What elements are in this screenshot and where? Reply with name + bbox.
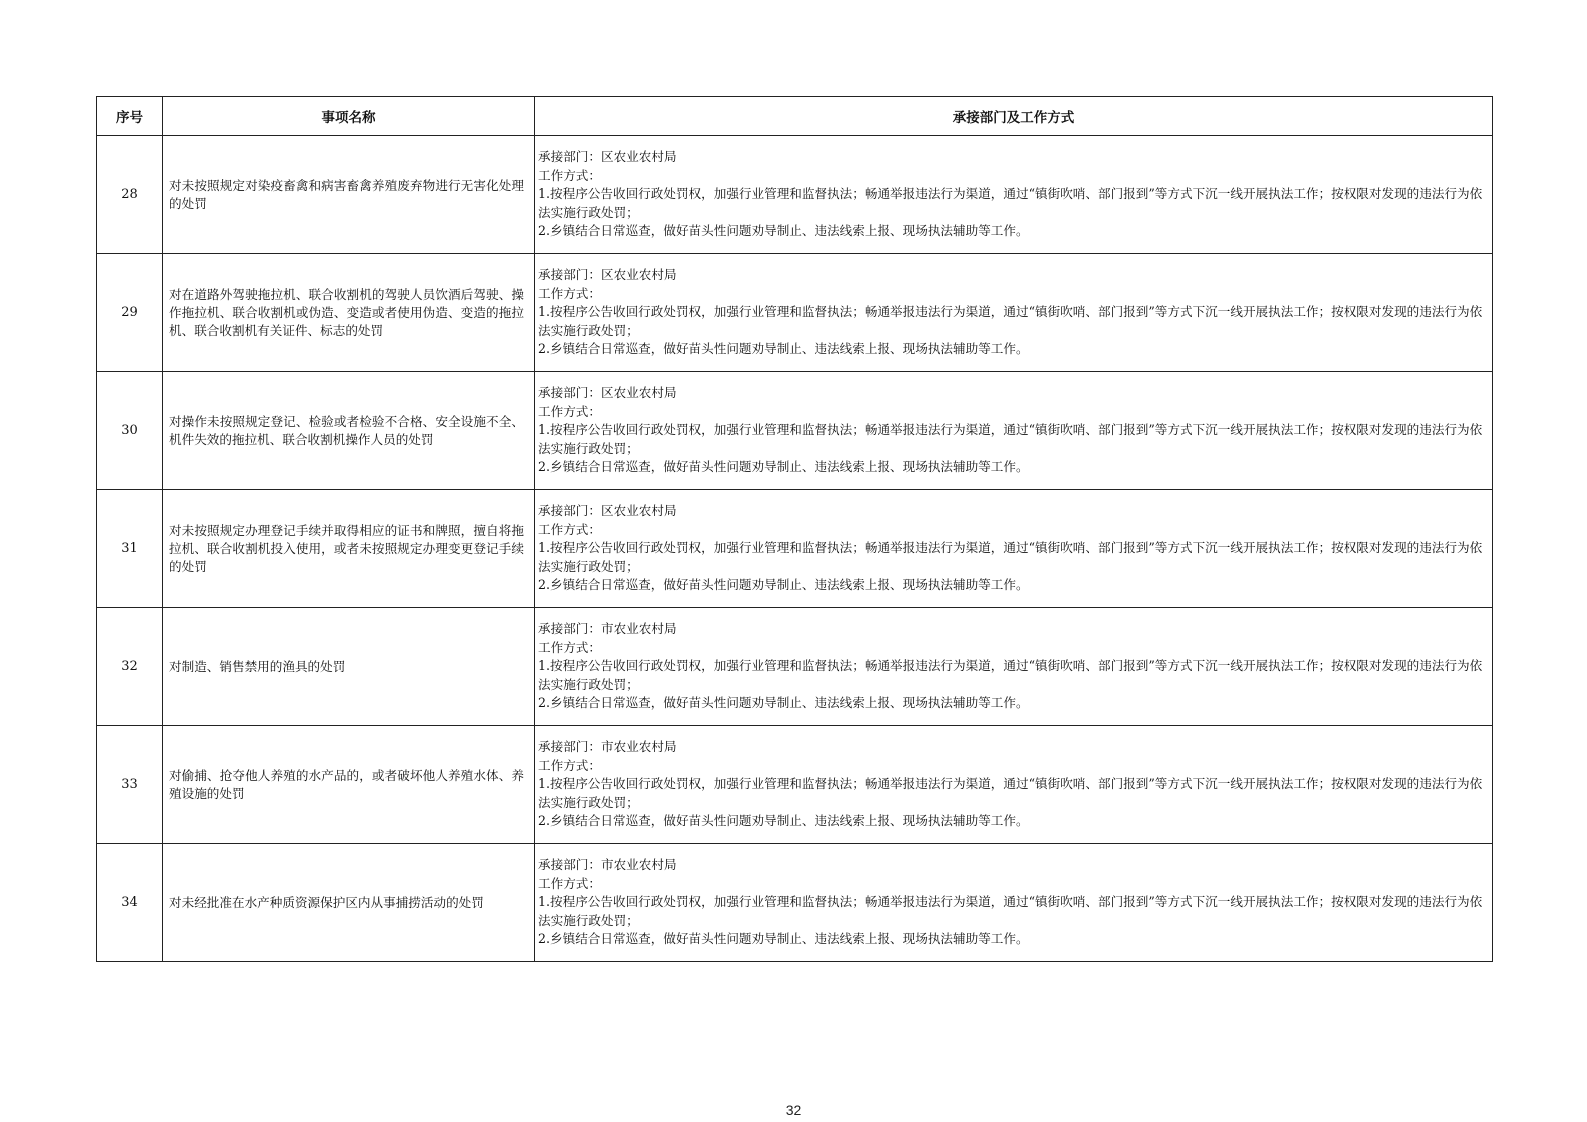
department-line: 承接部门：区农业农村局 xyxy=(538,385,677,401)
row-item-name: 对未按照规定办理登记手续并取得相应的证书和牌照，擅自将拖拉机、联合收割机投入使用，或者未按照规定办理变更登记手续的处罚 xyxy=(163,490,535,608)
header-serial-number: 序号 xyxy=(97,97,163,136)
work-method-label: 工作方式： xyxy=(538,639,601,655)
row-item-name: 对未经批准在水产种质资源保护区内从事捕捞活动的处罚 xyxy=(163,844,535,962)
row-department-method xyxy=(535,608,1493,726)
row-serial-number: 32 xyxy=(97,608,163,726)
work-method-step-2: 2.乡镇结合日常巡查，做好苗头性问题劝导制止、违法线索上报、现场执法辅助等工作。 xyxy=(538,931,1029,947)
items-table xyxy=(96,96,1493,962)
row-serial-number: 30 xyxy=(97,372,163,490)
department-line: 承接部门：市农业农村局 xyxy=(538,857,677,873)
row-serial-number: 29 xyxy=(97,254,163,372)
row-department-method xyxy=(535,844,1493,962)
work-method-step-2: 2.乡镇结合日常巡查，做好苗头性问题劝导制止、违法线索上报、现场执法辅助等工作。 xyxy=(538,813,1029,829)
table-row xyxy=(97,726,1493,844)
header-row xyxy=(97,97,1493,136)
header-item-name: 事项名称 xyxy=(163,97,535,136)
work-method-step-1: 1.按程序公告收回行政处罚权，加强行业管理和监督执法；畅通举报违法行为渠道，通过“镇街吹哨、部门报到”等方式下沉一线开展执法工作；按权限对发现的违法行为依法实施行政处罚； xyxy=(538,422,1483,456)
work-method-step-1: 1.按程序公告收回行政处罚权，加强行业管理和监督执法；畅通举报违法行为渠道，通过“镇街吹哨、部门报到”等方式下沉一线开展执法工作；按权限对发现的违法行为依法实施行政处罚； xyxy=(538,540,1483,574)
row-department-method xyxy=(535,490,1493,608)
work-method-step-2: 2.乡镇结合日常巡查，做好苗头性问题劝导制止、违法线索上报、现场执法辅助等工作。 xyxy=(538,459,1029,475)
row-item-name: 对未按照规定对染疫畜禽和病害畜禽养殖废弃物进行无害化处理的处罚 xyxy=(163,136,535,254)
department-line: 承接部门：区农业农村局 xyxy=(538,503,677,519)
page-number: 32 xyxy=(785,1102,802,1118)
table-row xyxy=(97,490,1493,608)
row-department-method xyxy=(535,726,1493,844)
work-method-label: 工作方式： xyxy=(538,757,601,773)
work-method-label: 工作方式： xyxy=(538,167,601,183)
work-method-step-1: 1.按程序公告收回行政处罚权，加强行业管理和监督执法；畅通举报违法行为渠道，通过“镇街吹哨、部门报到”等方式下沉一线开展执法工作；按权限对发现的违法行为依法实施行政处罚； xyxy=(538,304,1483,338)
table-body xyxy=(97,136,1493,962)
row-item-name: 对操作未按照规定登记、检验或者检验不合格、安全设施不全、机件失效的拖拉机、联合收割机操作人员的处罚 xyxy=(163,372,535,490)
department-line: 承接部门：市农业农村局 xyxy=(538,739,677,755)
header-department-method: 承接部门及工作方式 xyxy=(535,97,1493,136)
row-serial-number: 28 xyxy=(97,136,163,254)
work-method-label: 工作方式： xyxy=(538,285,601,301)
work-method-step-2: 2.乡镇结合日常巡查，做好苗头性问题劝导制止、违法线索上报、现场执法辅助等工作。 xyxy=(538,223,1029,239)
row-item-name: 对偷捕、抢夺他人养殖的水产品的，或者破坏他人养殖水体、养殖设施的处罚 xyxy=(163,726,535,844)
row-item-name: 对在道路外驾驶拖拉机、联合收割机的驾驶人员饮酒后驾驶、操作拖拉机、联合收割机或伪造、变造或者使用伪造、变造的拖拉机、联合收割机有关证件、标志的处罚 xyxy=(163,254,535,372)
row-serial-number: 31 xyxy=(97,490,163,608)
work-method-step-1: 1.按程序公告收回行政处罚权，加强行业管理和监督执法；畅通举报违法行为渠道，通过“镇街吹哨、部门报到”等方式下沉一线开展执法工作；按权限对发现的违法行为依法实施行政处罚； xyxy=(538,186,1483,220)
row-department-method xyxy=(535,136,1493,254)
table-header xyxy=(97,97,1493,136)
table-row xyxy=(97,372,1493,490)
row-serial-number: 33 xyxy=(97,726,163,844)
work-method-label: 工作方式： xyxy=(538,875,601,891)
table-row xyxy=(97,136,1493,254)
table-row xyxy=(97,608,1493,726)
work-method-label: 工作方式： xyxy=(538,403,601,419)
work-method-step-2: 2.乡镇结合日常巡查，做好苗头性问题劝导制止、违法线索上报、现场执法辅助等工作。 xyxy=(538,577,1029,593)
department-line: 承接部门：区农业农村局 xyxy=(538,267,677,283)
row-serial-number: 34 xyxy=(97,844,163,962)
work-method-step-2: 2.乡镇结合日常巡查，做好苗头性问题劝导制止、违法线索上报、现场执法辅助等工作。 xyxy=(538,341,1029,357)
work-method-step-1: 1.按程序公告收回行政处罚权，加强行业管理和监督执法；畅通举报违法行为渠道，通过“镇街吹哨、部门报到”等方式下沉一线开展执法工作；按权限对发现的违法行为依法实施行政处罚； xyxy=(538,658,1483,692)
work-method-step-2: 2.乡镇结合日常巡查，做好苗头性问题劝导制止、违法线索上报、现场执法辅助等工作。 xyxy=(538,695,1029,711)
department-line: 承接部门：区农业农村局 xyxy=(538,149,677,165)
work-method-step-1: 1.按程序公告收回行政处罚权，加强行业管理和监督执法；畅通举报违法行为渠道，通过“镇街吹哨、部门报到”等方式下沉一线开展执法工作；按权限对发现的违法行为依法实施行政处罚； xyxy=(538,776,1483,810)
row-item-name: 对制造、销售禁用的渔具的处罚 xyxy=(163,608,535,726)
department-line: 承接部门：市农业农村局 xyxy=(538,621,677,637)
table-row xyxy=(97,844,1493,962)
work-method-label: 工作方式： xyxy=(538,521,601,537)
row-department-method xyxy=(535,254,1493,372)
row-department-method xyxy=(535,372,1493,490)
table-row xyxy=(97,254,1493,372)
work-method-step-1: 1.按程序公告收回行政处罚权，加强行业管理和监督执法；畅通举报违法行为渠道，通过“镇街吹哨、部门报到”等方式下沉一线开展执法工作；按权限对发现的违法行为依法实施行政处罚； xyxy=(538,894,1483,928)
